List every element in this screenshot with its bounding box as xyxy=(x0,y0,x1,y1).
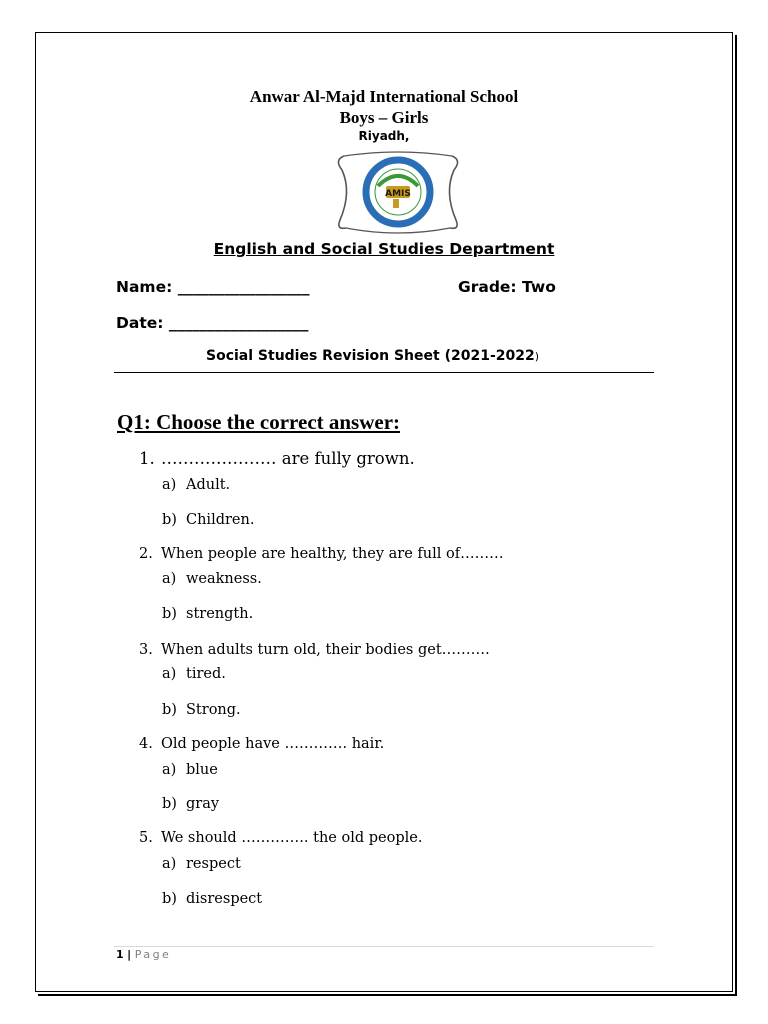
question-5-option-a[interactable]: a) respect xyxy=(162,856,241,872)
question-1-option-b[interactable]: b) Children. xyxy=(162,512,255,528)
sheet-title-text: Social Studies Revision Sheet (2021-2022 xyxy=(206,348,535,364)
page-number: 1 xyxy=(116,948,124,961)
question-4-option-b[interactable]: b) gray xyxy=(162,796,220,812)
page-word: Page xyxy=(134,948,172,961)
question-3-option-b[interactable]: b) Strong. xyxy=(162,702,241,718)
question-2-option-a[interactable]: a) weakness. xyxy=(162,571,262,587)
school-city: Riyadh, xyxy=(358,129,410,143)
footer-separator: | xyxy=(127,948,132,961)
question-1-option-a[interactable]: a) Adult. xyxy=(162,477,231,493)
sheet-title xyxy=(206,348,539,364)
page-border-shadow-right xyxy=(735,35,737,995)
name-label: Name: xyxy=(116,278,173,296)
school-gender-line: Boys – Girls xyxy=(339,108,429,127)
date-label: Date: xyxy=(116,314,164,332)
sheet-title-close: ) xyxy=(534,350,540,363)
page-footer xyxy=(116,948,171,961)
section-title: Q1: Choose the correct answer: xyxy=(117,410,401,434)
name-blank: _________________ xyxy=(177,278,310,296)
question-3-option-a[interactable]: a) tired. xyxy=(162,666,226,682)
department-title: English and Social Studies Department xyxy=(213,240,555,258)
school-logo-icon xyxy=(330,150,466,234)
question-5-option-b[interactable]: b) disrespect xyxy=(162,891,263,907)
question-2-option-b[interactable]: b) strength. xyxy=(162,606,254,622)
name-field xyxy=(116,278,309,296)
question-4: 4. Old people have …………. hair. xyxy=(139,736,385,752)
logo-text: AMIS xyxy=(385,189,411,199)
date-blank: __________________ xyxy=(168,314,309,332)
footer-divider xyxy=(114,946,654,947)
question-3: 3. When adults turn old, their bodies get………. xyxy=(139,642,490,658)
school-name: Anwar Al-Majd International School xyxy=(249,87,519,106)
grade-field: Grade: Two xyxy=(458,278,556,296)
header-divider xyxy=(114,372,654,373)
question-2: 2. When people are healthy, they are full of……… xyxy=(139,546,504,562)
question-5: 5. We should ………….. the old people. xyxy=(139,830,423,846)
question-1: 1. ………………… are fully grown. xyxy=(139,449,415,468)
question-4-option-a[interactable]: a) blue xyxy=(162,762,218,778)
page-border-shadow-bottom xyxy=(38,994,737,996)
date-field xyxy=(116,314,308,332)
